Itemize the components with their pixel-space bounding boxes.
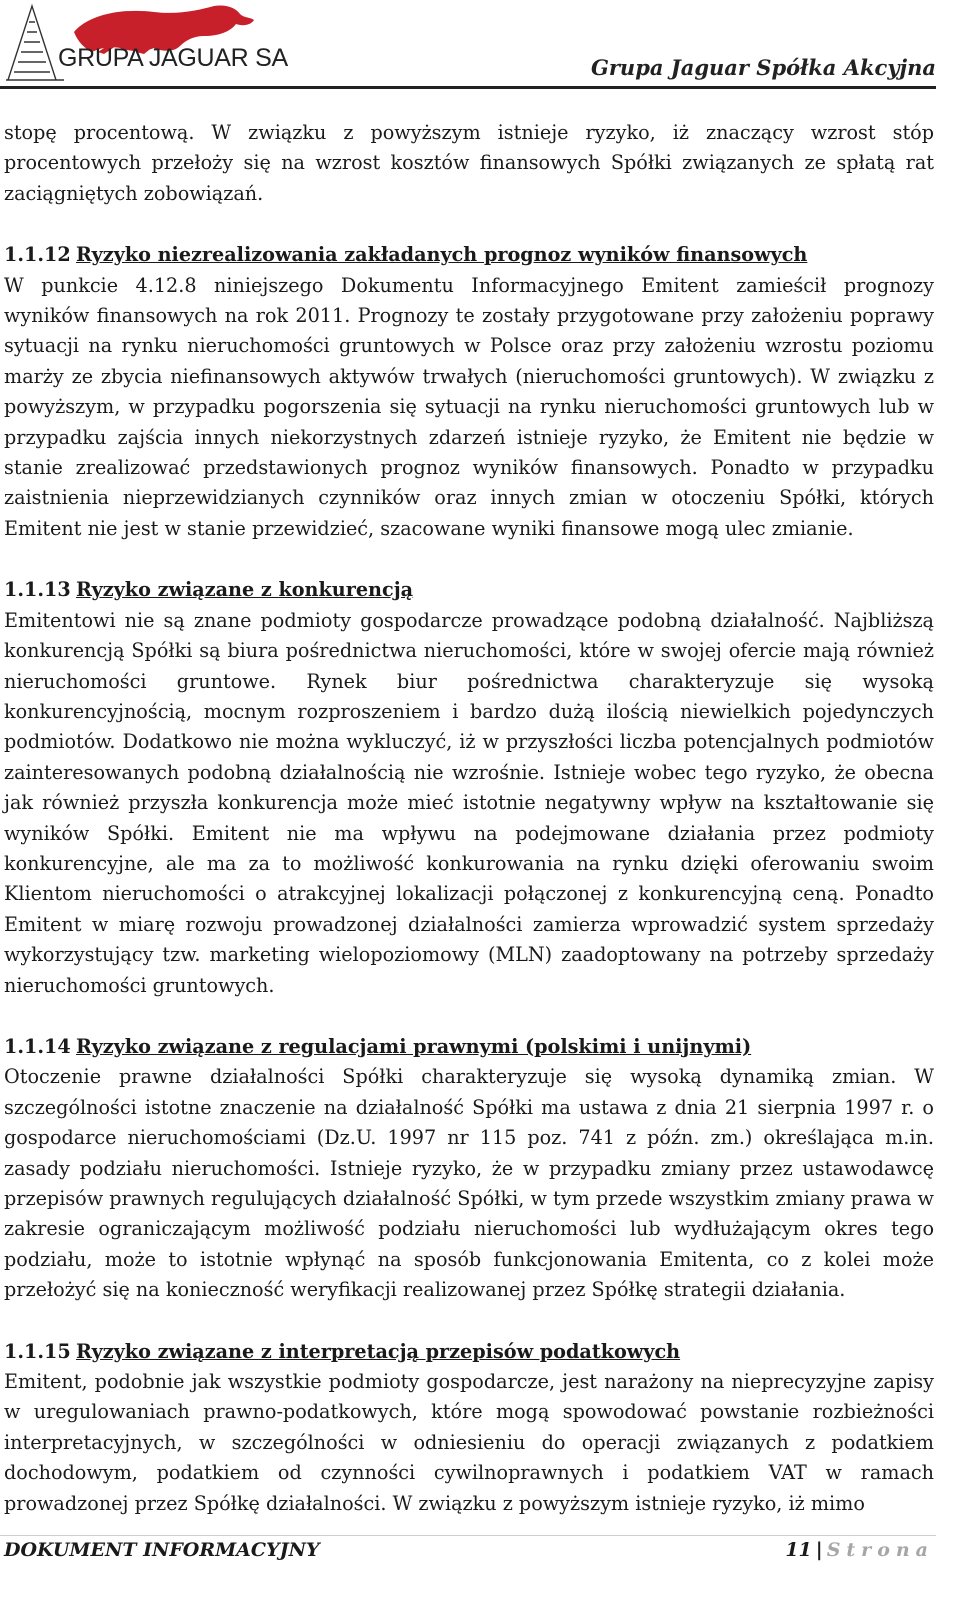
section-heading xyxy=(4,1032,934,1062)
page-word: Strona xyxy=(826,1539,934,1561)
section-number: 1.1.13 xyxy=(4,578,71,602)
section-title: Ryzyko związane z regulacjami prawnymi (polskimi i unijnymi) xyxy=(76,1034,752,1058)
section-number: 1.1.15 xyxy=(4,1339,71,1363)
page-header xyxy=(0,0,960,92)
header-divider xyxy=(0,86,936,89)
intro-paragraph: stopę procentową. W związku z powyższym istnieje ryzyko, iż znaczący wzrost stóp procentowych przełoży się na wzrost kosztów finansowych Spółki związanych ze spłatą rat zaciągniętych zobowiązań. xyxy=(4,121,934,205)
spacer xyxy=(4,209,934,240)
section-body: Emitent, podobnie jak wszystkie podmioty gospodarcze, jest narażony na nieprecyzyjne zapisy w uregulowaniach prawno-podatkowych, które mogą spowodować powstanie rozbieżności interpretacyjnych, w szczególności w odniesieniu do operacji związanych z podatkiem dochodowym, podatkiem od czynności cywilnoprawnych i podatkiem VAT w ramach prowadzonej przez Spółkę działalności. W związku z powyższym istnieje ryzyko, iż mimo xyxy=(4,1370,934,1515)
footer-divider xyxy=(0,1535,936,1536)
section-heading xyxy=(4,575,934,605)
section-number: 1.1.12 xyxy=(4,243,71,267)
section-heading xyxy=(4,1337,934,1367)
spacer xyxy=(4,1306,934,1337)
page-separator: | xyxy=(815,1539,823,1561)
footer-page-indicator xyxy=(785,1539,934,1561)
section-body: Emitentowi nie są znane podmioty gospodarcze prowadzące podobną działalność. Najbliższą konkurencją Spółki są biura pośrednictwa nieruchomości, które w swojej ofercie mają również nieruchomości gruntowe. Rynek biur pośrednictwa charakteryzuje się wysoką konkurencyjnością, mocnym rozproszeniem i bardzo dużą ilością niewielkich pojedynczych podmiotów. Dodatkowo nie można wykluczyć, iż w przyszłości liczba potencjalnych podmiotów zainteresowanych podobną działalnością nie wzrośnie. Istnieje wobec tego ryzyko, że obecna jak również przyszła konkurencja może mieć istotnie negatywny wpływ na kształtowanie się wyników Spółki. Emitent nie ma wpływu na podejmowane działania przez podmioty konkurencyjne, ale ma za to możliwość konkurowania na rynku dzięki oferowaniu swoim Klientom nieruchomości o atrakcyjnej lokalizacji połączonej z konkurencyjną ceną. Ponadto Emitent w miarę rozwoju prowadzonej działalności zamierza wprowadzić system sprzedaży wykorzystujący tzw. marketing wielopoziomowy (MLN) zaadoptowany na potrzeby sprzedaży nieruchomości gruntowych. xyxy=(4,608,934,997)
logo-text: GRUPA JAGUAR SA xyxy=(58,44,288,72)
page-number: 11 xyxy=(785,1539,812,1561)
spacer xyxy=(4,1001,934,1032)
section-title: Ryzyko związane z interpretacją przepisów podatkowych xyxy=(76,1339,681,1363)
footer-document-title: DOKUMENT INFORMACYJNY xyxy=(4,1539,320,1561)
section-title: Ryzyko niezrealizowania zakładanych prognoz wyników finansowych xyxy=(76,243,808,267)
section-body: Otoczenie prawne działalności Spółki charakteryzuje się wysoką dynamiką zmian. W szczególności istotne znaczenie na działalność Spółki ma ustawa z dnia 21 sierpnia 1997 r. o gospodarce nieruchomościami (Dz.U. 1997 nr 115 poz. 741 z późn. zm.) określająca m.in. zasady podziału nieruchomości. Istnieje ryzyko, że w przypadku zmiany przez ustawodawcę przepisów prawnych regulujących działalność Spółki, w tym przede wszystkim zmiany prawa w zakresie ograniczającym możliwość podziału nieruchomości lub wydłużającym okres tego podziału, może to istotnie wpłynąć na sposób funkcjonowania Emitenta, co z kolei może przełożyć się na konieczność weryfikacji realizowanej przez Spółkę strategii działania. xyxy=(4,1065,934,1302)
section-title: Ryzyko związane z konkurencją xyxy=(76,578,414,602)
section-heading xyxy=(4,240,934,270)
document-content xyxy=(4,118,934,1519)
section-number: 1.1.14 xyxy=(4,1034,71,1058)
section-body: W punkcie 4.12.8 niniejszego Dokumentu Informacyjnego Emitent zamieścił prognozy wyników finansowych na rok 2011. Prognozy te zostały przygotowane przy założeniu poprawy sytuacji na rynku nieruchomości gruntowych w Polsce oraz przy założeniu wzrostu poziomu marży ze zbycia niefinansowych aktywów trwałych (nieruchomości gruntowych). W związku z powyższym, w przypadku pogorszenia się sytuacji na rynku nieruchomości gruntowych lub w przypadku zajścia innych niekorzystnych zdarzeń istnieje ryzyko, że Emitent nie będzie w stanie zrealizować przedstawionych prognoz wyników finansowych. Ponadto w przypadku zaistnienia nieprzewidzianych czynników oraz innych zmian w otoczeniu Spółki, których Emitent nie jest w stanie przewidzieć, szacowane wyniki finansowe mogą ulec zmianie. xyxy=(4,273,934,540)
company-name: Grupa Jaguar Spółka Akcyjna xyxy=(590,55,936,80)
spacer xyxy=(4,544,934,575)
